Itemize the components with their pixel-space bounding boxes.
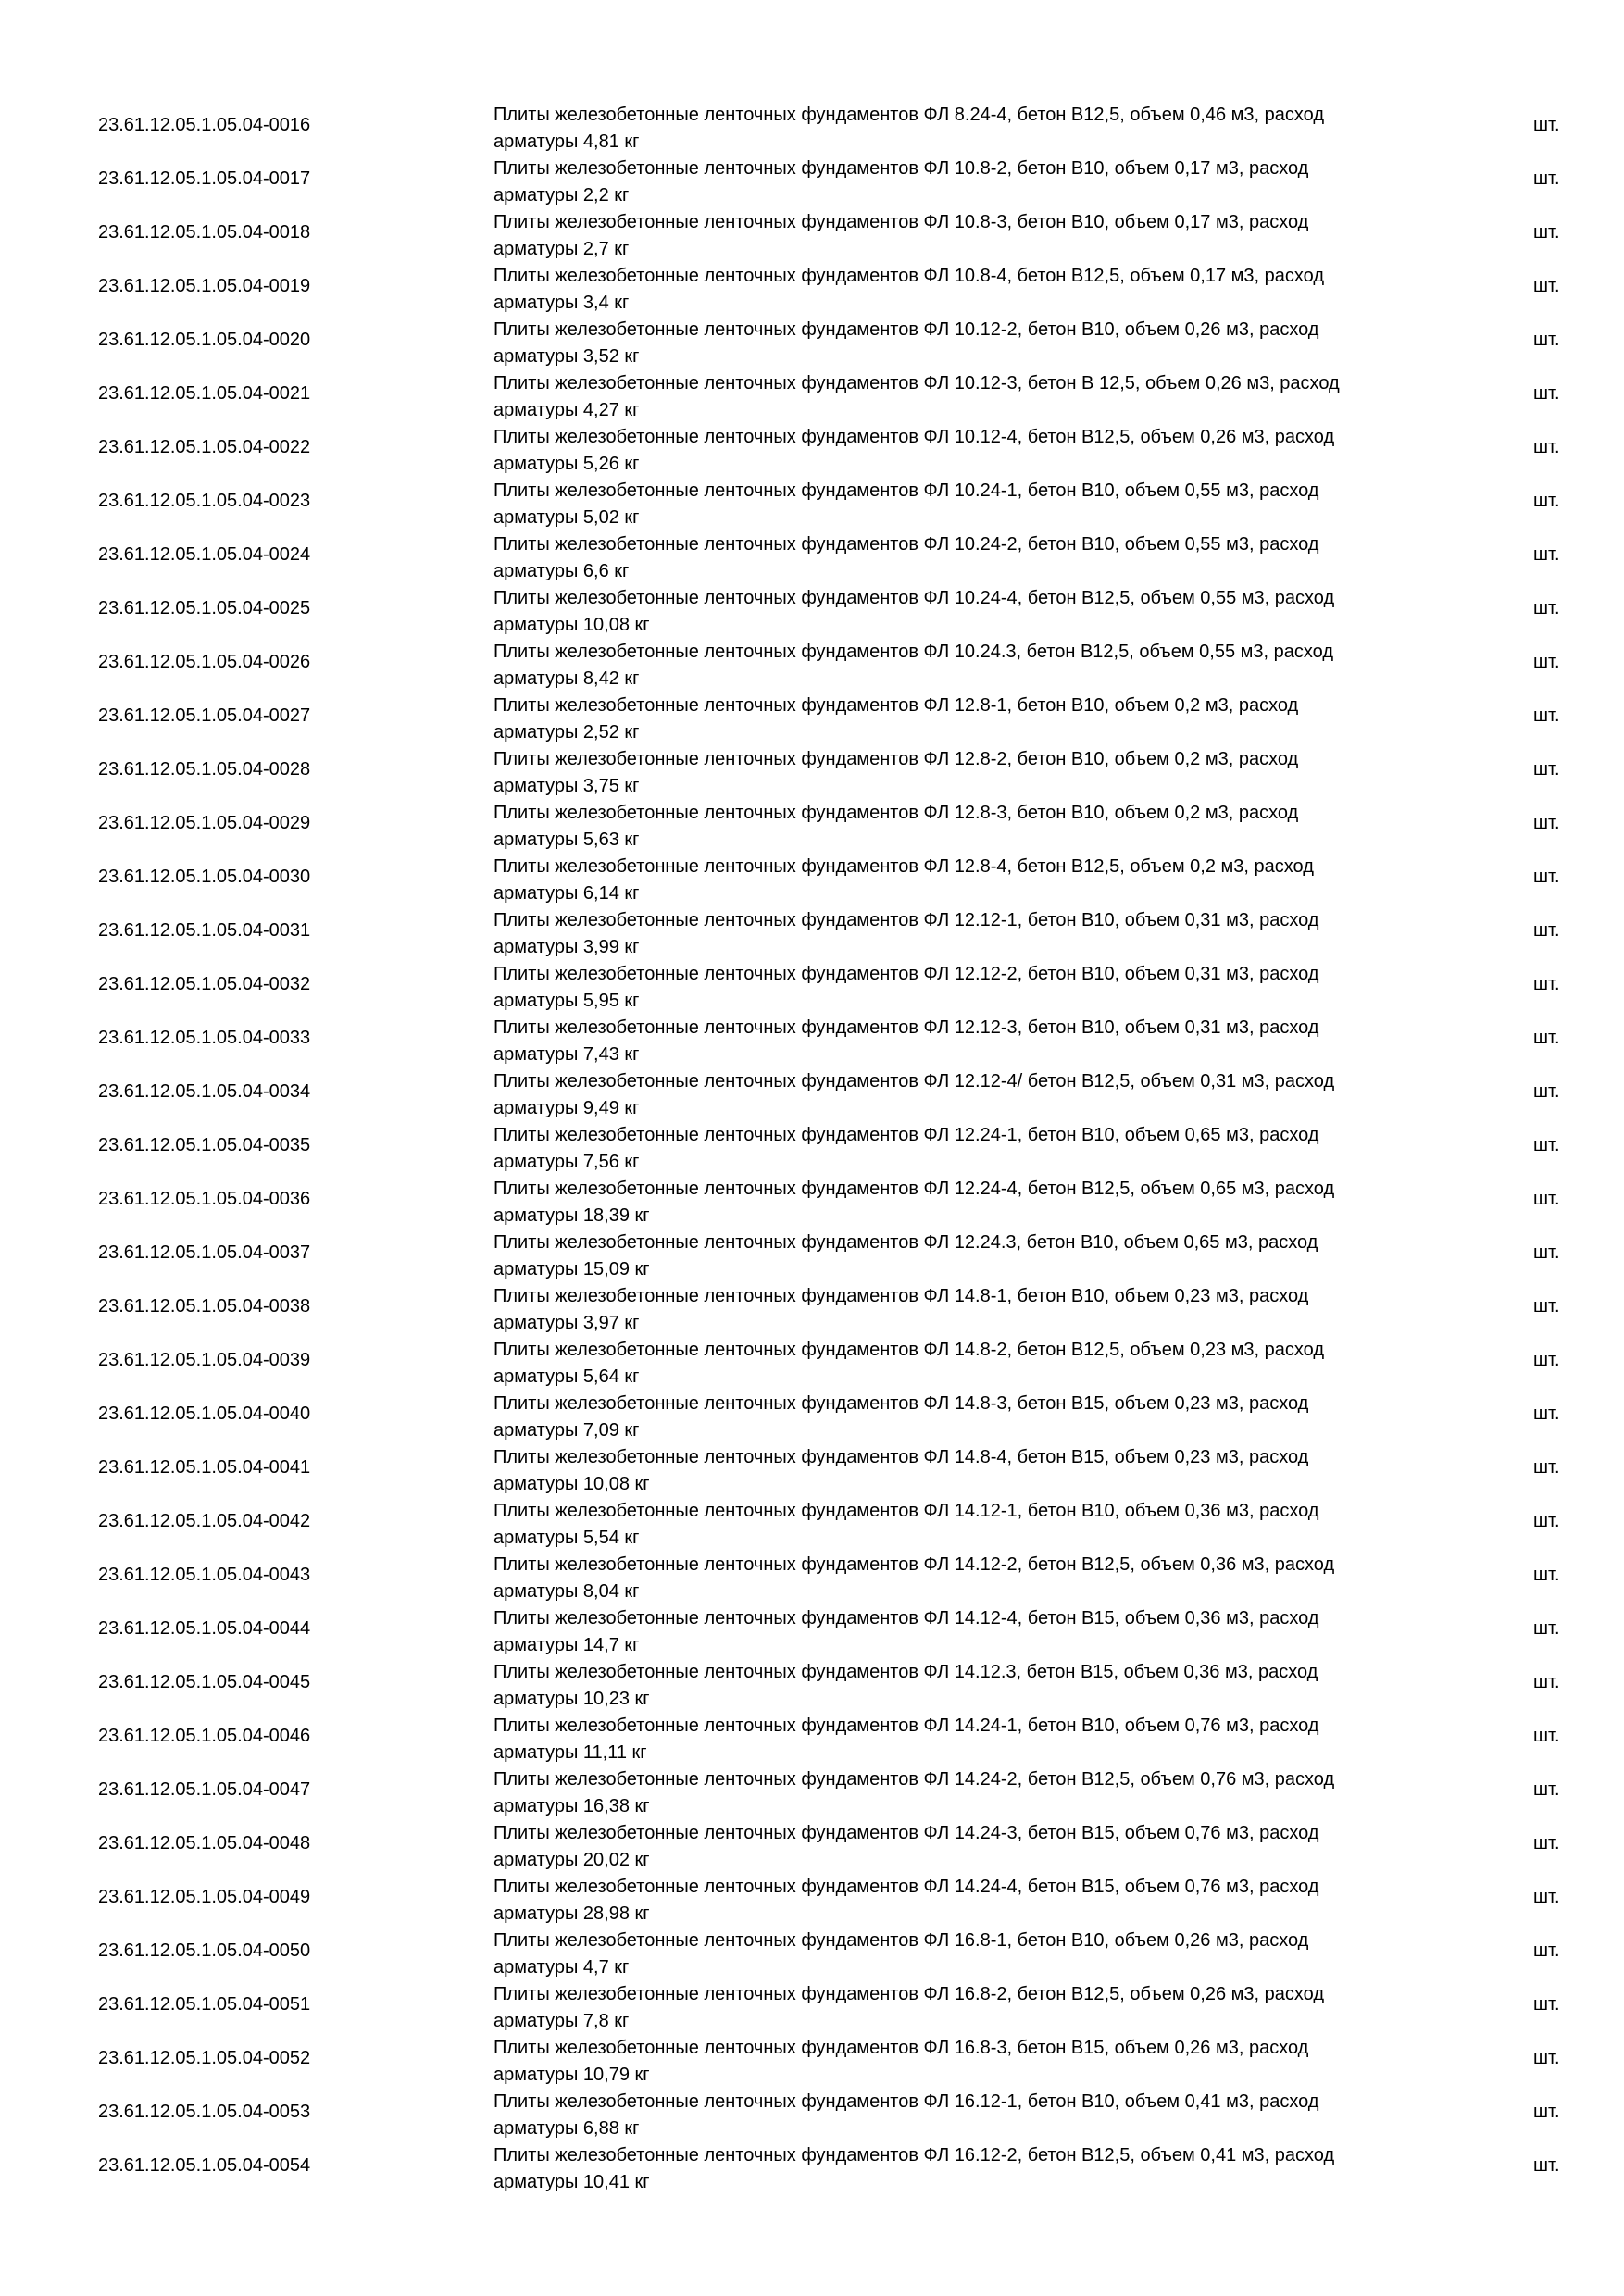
table-row bbox=[0, 1602, 1624, 1655]
table-row bbox=[0, 152, 1624, 206]
table-row bbox=[0, 2085, 1624, 2139]
table-row bbox=[0, 1816, 1624, 1870]
item-unit: шт. bbox=[1533, 330, 1560, 350]
table-row bbox=[0, 1978, 1624, 2031]
item-unit: шт. bbox=[1533, 2048, 1560, 2068]
item-unit: шт. bbox=[1533, 1457, 1560, 1478]
item-code: 23.61.12.05.1.05.04-0029 bbox=[98, 813, 311, 833]
item-description-line-1: Плиты железобетонные ленточных фундаментов ФЛ 14.8-3, бетон В15, объем 0,23 м3, расход bbox=[493, 1393, 1309, 1414]
item-description-line-1: Плиты железобетонные ленточных фундаментов ФЛ 10.24-4, бетон В12,5, объем 0,55 м3, расход bbox=[493, 588, 1335, 608]
table-row bbox=[0, 474, 1624, 528]
table-row bbox=[0, 581, 1624, 635]
table-row bbox=[0, 1494, 1624, 1548]
item-unit: шт. bbox=[1533, 1672, 1560, 1692]
item-code: 23.61.12.05.1.05.04-0046 bbox=[98, 1726, 311, 1746]
item-description-line-2: арматуры 2,7 кг bbox=[493, 239, 630, 259]
item-code: 23.61.12.05.1.05.04-0030 bbox=[98, 867, 311, 887]
item-code: 23.61.12.05.1.05.04-0022 bbox=[98, 437, 311, 457]
item-code: 23.61.12.05.1.05.04-0040 bbox=[98, 1404, 311, 1424]
table-row bbox=[0, 313, 1624, 367]
item-description-line-2: арматуры 15,09 кг bbox=[493, 1259, 650, 1279]
item-description-line-2: арматуры 3,97 кг bbox=[493, 1313, 640, 1333]
item-description-line-1: Плиты железобетонные ленточных фундаментов ФЛ 10.8-3, бетон В10, объем 0,17 м3, расход bbox=[493, 212, 1309, 232]
item-code: 23.61.12.05.1.05.04-0018 bbox=[98, 222, 311, 243]
item-description-line-1: Плиты железобетонные ленточных фундаментов ФЛ 12.24-4, бетон В12,5, объем 0,65 м3, расход bbox=[493, 1179, 1335, 1199]
item-unit: шт. bbox=[1533, 974, 1560, 994]
item-code: 23.61.12.05.1.05.04-0035 bbox=[98, 1135, 311, 1155]
table-row bbox=[0, 2139, 1624, 2192]
table-row bbox=[0, 1333, 1624, 1387]
item-description-line-1: Плиты железобетонные ленточных фундаментов ФЛ 12.12-2, бетон В10, объем 0,31 м3, расход bbox=[493, 964, 1319, 984]
table-row bbox=[0, 1279, 1624, 1333]
item-description-line-2: арматуры 7,43 кг bbox=[493, 1044, 640, 1065]
item-description-line-1: Плиты железобетонные ленточных фундаментов ФЛ 12.12-1, бетон В10, объем 0,31 м3, расход bbox=[493, 910, 1319, 930]
item-description-line-2: арматуры 3,75 кг bbox=[493, 776, 640, 796]
table-row bbox=[0, 957, 1624, 1011]
item-description-line-2: арматуры 11,11 кг bbox=[493, 1742, 647, 1763]
item-unit: шт. bbox=[1533, 544, 1560, 565]
item-description-line-1: Плиты железобетонные ленточных фундаментов ФЛ 12.8-2, бетон В10, объем 0,2 м3, расход bbox=[493, 749, 1299, 769]
item-description-line-1: Плиты железобетонные ленточных фундаментов ФЛ 12.8-3, бетон В10, объем 0,2 м3, расход bbox=[493, 803, 1299, 823]
item-description-line-2: арматуры 7,56 кг bbox=[493, 1152, 640, 1172]
table-row bbox=[0, 259, 1624, 313]
item-description-line-1: Плиты железобетонные ленточных фундаментов ФЛ 10.8-2, бетон В10, объем 0,17 м3, расход bbox=[493, 158, 1309, 179]
item-description-line-1: Плиты железобетонные ленточных фундаментов ФЛ 12.12-3, бетон В10, объем 0,31 м3, расход bbox=[493, 1017, 1319, 1038]
item-description-line-2: арматуры 18,39 кг bbox=[493, 1205, 650, 1226]
item-description-line-2: арматуры 10,08 кг bbox=[493, 615, 650, 635]
item-description bbox=[493, 263, 1429, 317]
item-description bbox=[493, 370, 1429, 424]
item-description bbox=[493, 209, 1429, 263]
item-description-line-1: Плиты железобетонные ленточных фундаментов ФЛ 14.12-1, бетон В10, объем 0,36 м3, расход bbox=[493, 1501, 1319, 1521]
item-unit: шт. bbox=[1533, 1887, 1560, 1907]
item-unit: шт. bbox=[1533, 813, 1560, 833]
item-description bbox=[493, 1928, 1429, 1981]
item-description bbox=[493, 1229, 1429, 1283]
item-code: 23.61.12.05.1.05.04-0023 bbox=[98, 491, 311, 511]
item-description-line-1: Плиты железобетонные ленточных фундаментов ФЛ 12.8-4, бетон В12,5, объем 0,2 м3, расход bbox=[493, 856, 1314, 877]
table-row bbox=[0, 206, 1624, 259]
item-unit: шт. bbox=[1533, 2102, 1560, 2122]
item-code: 23.61.12.05.1.05.04-0054 bbox=[98, 2155, 311, 2176]
item-unit: шт. bbox=[1533, 867, 1560, 887]
item-unit: шт. bbox=[1533, 1189, 1560, 1209]
item-code: 23.61.12.05.1.05.04-0041 bbox=[98, 1457, 311, 1478]
item-code: 23.61.12.05.1.05.04-0043 bbox=[98, 1565, 311, 1585]
item-description bbox=[493, 1552, 1429, 1605]
table-row bbox=[0, 420, 1624, 474]
item-description-line-2: арматуры 6,6 кг bbox=[493, 561, 630, 581]
item-code: 23.61.12.05.1.05.04-0038 bbox=[98, 1296, 311, 1316]
item-description-line-2: арматуры 14,7 кг bbox=[493, 1635, 640, 1655]
item-description bbox=[493, 693, 1429, 746]
item-code: 23.61.12.05.1.05.04-0036 bbox=[98, 1189, 311, 1209]
item-description bbox=[493, 639, 1429, 693]
item-description-line-2: арматуры 4,81 кг bbox=[493, 131, 640, 152]
item-code: 23.61.12.05.1.05.04-0052 bbox=[98, 2048, 311, 2068]
item-description-line-2: арматуры 5,02 кг bbox=[493, 507, 640, 528]
item-unit: шт. bbox=[1533, 1296, 1560, 1316]
item-description-line-2: арматуры 7,09 кг bbox=[493, 1420, 640, 1441]
item-description-line-2: арматуры 6,14 кг bbox=[493, 883, 640, 904]
item-description-line-2: арматуры 5,54 кг bbox=[493, 1528, 640, 1548]
item-description-line-2: арматуры 10,79 кг bbox=[493, 2065, 650, 2085]
item-description-line-2: арматуры 8,04 кг bbox=[493, 1581, 640, 1602]
item-unit: шт. bbox=[1533, 1028, 1560, 1048]
item-description bbox=[493, 1015, 1429, 1068]
item-unit: шт. bbox=[1533, 598, 1560, 618]
item-description bbox=[493, 424, 1429, 478]
item-unit: шт. bbox=[1533, 1833, 1560, 1853]
item-description bbox=[493, 1391, 1429, 1444]
item-description-line-1: Плиты железобетонные ленточных фундаментов ФЛ 12.8-1, бетон В10, объем 0,2 м3, расход bbox=[493, 695, 1299, 716]
table-row bbox=[0, 1924, 1624, 1978]
item-description-line-1: Плиты железобетонные ленточных фундаментов ФЛ 16.8-1, бетон В10, объем 0,26 м3, расход bbox=[493, 1930, 1309, 1951]
item-code: 23.61.12.05.1.05.04-0016 bbox=[98, 115, 311, 135]
table-row bbox=[0, 1870, 1624, 1924]
item-description-line-1: Плиты железобетонные ленточных фундаментов ФЛ 10.12-2, бетон В10, объем 0,26 м3, расход bbox=[493, 319, 1319, 340]
table-row bbox=[0, 1172, 1624, 1226]
item-description bbox=[493, 1337, 1429, 1391]
item-description-line-2: арматуры 2,2 кг bbox=[493, 185, 630, 206]
table-row bbox=[0, 635, 1624, 689]
item-unit: шт. bbox=[1533, 2155, 1560, 2176]
item-description-line-1: Плиты железобетонные ленточных фундаментов ФЛ 14.12-4, бетон В15, объем 0,36 м3, расход bbox=[493, 1608, 1319, 1628]
table-row bbox=[0, 742, 1624, 796]
item-description-line-1: Плиты железобетонные ленточных фундаментов ФЛ 16.8-3, бетон В15, объем 0,26 м3, расход bbox=[493, 2038, 1309, 2058]
item-description-line-2: арматуры 3,99 кг bbox=[493, 937, 640, 957]
item-description-line-1: Плиты железобетонные ленточных фундаментов ФЛ 16.8-2, бетон В12,5, объем 0,26 м3, расход bbox=[493, 1984, 1325, 2004]
item-description-line-2: арматуры 5,63 кг bbox=[493, 830, 640, 850]
item-description-line-2: арматуры 4,7 кг bbox=[493, 1957, 630, 1978]
table-row bbox=[0, 1011, 1624, 1065]
item-description-line-1: Плиты железобетонные ленточных фундаментов ФЛ 10.12-3, бетон В 12,5, объем 0,26 м3, расход bbox=[493, 373, 1340, 393]
item-code: 23.61.12.05.1.05.04-0053 bbox=[98, 2102, 311, 2122]
item-unit: шт. bbox=[1533, 1511, 1560, 1531]
table-row bbox=[0, 1226, 1624, 1279]
item-description-line-1: Плиты железобетонные ленточных фундаментов ФЛ 14.8-1, бетон В10, объем 0,23 м3, расход bbox=[493, 1286, 1309, 1306]
item-code: 23.61.12.05.1.05.04-0017 bbox=[98, 168, 311, 189]
table-row bbox=[0, 367, 1624, 420]
item-description bbox=[493, 1068, 1429, 1122]
item-description bbox=[493, 1283, 1429, 1337]
item-description bbox=[493, 1659, 1429, 1713]
item-unit: шт. bbox=[1533, 1618, 1560, 1639]
item-code: 23.61.12.05.1.05.04-0025 bbox=[98, 598, 311, 618]
table-row bbox=[0, 98, 1624, 152]
item-description bbox=[493, 2142, 1429, 2196]
item-description-line-2: арматуры 4,27 кг bbox=[493, 400, 640, 420]
table-row bbox=[0, 1118, 1624, 1172]
item-unit: шт. bbox=[1533, 1081, 1560, 1102]
item-code: 23.61.12.05.1.05.04-0024 bbox=[98, 544, 311, 565]
item-description bbox=[493, 1981, 1429, 2035]
item-description-line-1: Плиты железобетонные ленточных фундаментов ФЛ 10.24-1, бетон В10, объем 0,55 м3, расход bbox=[493, 480, 1319, 501]
item-description bbox=[493, 961, 1429, 1015]
item-code: 23.61.12.05.1.05.04-0049 bbox=[98, 1887, 311, 1907]
item-description bbox=[493, 1122, 1429, 1176]
table-row bbox=[0, 904, 1624, 957]
item-unit: шт. bbox=[1533, 705, 1560, 726]
item-description bbox=[493, 1820, 1429, 1874]
item-description bbox=[493, 1874, 1429, 1928]
item-code: 23.61.12.05.1.05.04-0042 bbox=[98, 1511, 311, 1531]
item-code: 23.61.12.05.1.05.04-0019 bbox=[98, 276, 311, 296]
item-description-line-1: Плиты железобетонные ленточных фундаментов ФЛ 10.24-2, бетон В10, объем 0,55 м3, расход bbox=[493, 534, 1319, 555]
table-row bbox=[0, 689, 1624, 742]
item-code: 23.61.12.05.1.05.04-0037 bbox=[98, 1242, 311, 1263]
item-unit: шт. bbox=[1533, 759, 1560, 780]
item-code: 23.61.12.05.1.05.04-0032 bbox=[98, 974, 311, 994]
item-description bbox=[493, 2089, 1429, 2142]
item-unit: шт. bbox=[1533, 222, 1560, 243]
item-code: 23.61.12.05.1.05.04-0020 bbox=[98, 330, 311, 350]
table-row bbox=[0, 1441, 1624, 1494]
item-code: 23.61.12.05.1.05.04-0028 bbox=[98, 759, 311, 780]
item-unit: шт. bbox=[1533, 1779, 1560, 1800]
item-description-line-1: Плиты железобетонные ленточных фундаментов ФЛ 14.8-4, бетон В15, объем 0,23 м3, расход bbox=[493, 1447, 1309, 1467]
item-description-line-2: арматуры 20,02 кг bbox=[493, 1850, 650, 1870]
item-unit: шт. bbox=[1533, 1242, 1560, 1263]
item-unit: шт. bbox=[1533, 1404, 1560, 1424]
item-unit: шт. bbox=[1533, 1135, 1560, 1155]
item-unit: шт. bbox=[1533, 115, 1560, 135]
item-description-line-2: арматуры 10,41 кг bbox=[493, 2172, 650, 2192]
table-row bbox=[0, 850, 1624, 904]
price-table bbox=[0, 98, 1624, 2192]
item-description bbox=[493, 1444, 1429, 1498]
item-description-line-1: Плиты железобетонные ленточных фундаментов ФЛ 14.24-1, бетон В10, объем 0,76 м3, расход bbox=[493, 1716, 1319, 1736]
item-description-line-2: арматуры 2,52 кг bbox=[493, 722, 640, 742]
table-row bbox=[0, 1655, 1624, 1709]
item-description-line-2: арматуры 28,98 кг bbox=[493, 1903, 650, 1924]
item-description-line-1: Плиты железобетонные ленточных фундаментов ФЛ 14.24-2, бетон В12,5, объем 0,76 м3, расход bbox=[493, 1769, 1335, 1790]
item-description-line-1: Плиты железобетонные ленточных фундаментов ФЛ 8.24-4, бетон В12,5, объем 0,46 м3, расход bbox=[493, 105, 1325, 125]
item-code: 23.61.12.05.1.05.04-0034 bbox=[98, 1081, 311, 1102]
item-code: 23.61.12.05.1.05.04-0021 bbox=[98, 383, 311, 404]
table-row bbox=[0, 1065, 1624, 1118]
item-description-line-2: арматуры 5,64 кг bbox=[493, 1366, 640, 1387]
item-description-line-1: Плиты железобетонные ленточных фундаментов ФЛ 12.24.3, бетон В10, объем 0,65 м3, расход bbox=[493, 1232, 1318, 1253]
item-description bbox=[493, 854, 1429, 907]
item-description bbox=[493, 1605, 1429, 1659]
item-code: 23.61.12.05.1.05.04-0051 bbox=[98, 1994, 311, 2015]
item-unit: шт. bbox=[1533, 1940, 1560, 1961]
item-description-line-2: арматуры 3,52 кг bbox=[493, 346, 640, 367]
item-description-line-1: Плиты железобетонные ленточных фундаментов ФЛ 16.12-2, бетон В12,5, объем 0,41 м3, расход bbox=[493, 2145, 1335, 2165]
item-description-line-2: арматуры 5,26 кг bbox=[493, 454, 640, 474]
item-code: 23.61.12.05.1.05.04-0031 bbox=[98, 920, 311, 941]
table-row bbox=[0, 1387, 1624, 1441]
item-description-line-1: Плиты железобетонные ленточных фундаментов ФЛ 14.12.3, бетон В15, объем 0,36 м3, расход bbox=[493, 1662, 1318, 1682]
table-row bbox=[0, 1709, 1624, 1763]
item-description-line-1: Плиты железобетонные ленточных фундаментов ФЛ 10.8-4, бетон В12,5, объем 0,17 м3, расход bbox=[493, 266, 1325, 286]
item-unit: шт. bbox=[1533, 652, 1560, 672]
item-description bbox=[493, 2035, 1429, 2089]
item-code: 23.61.12.05.1.05.04-0033 bbox=[98, 1028, 311, 1048]
item-description-line-2: арматуры 10,23 кг bbox=[493, 1689, 650, 1709]
item-unit: шт. bbox=[1533, 1565, 1560, 1585]
item-description-line-2: арматуры 5,95 кг bbox=[493, 991, 640, 1011]
item-unit: шт. bbox=[1533, 168, 1560, 189]
item-code: 23.61.12.05.1.05.04-0045 bbox=[98, 1672, 311, 1692]
item-unit: шт. bbox=[1533, 1726, 1560, 1746]
item-description-line-1: Плиты железобетонные ленточных фундаментов ФЛ 10.24.3, бетон В12,5, объем 0,55 м3, расход bbox=[493, 642, 1334, 662]
item-description bbox=[493, 478, 1429, 531]
table-row bbox=[0, 2031, 1624, 2085]
item-description-line-1: Плиты железобетонные ленточных фундаментов ФЛ 10.12-4, бетон В12,5, объем 0,26 м3, расход bbox=[493, 427, 1335, 447]
item-description bbox=[493, 746, 1429, 800]
item-description bbox=[493, 1766, 1429, 1820]
table-row bbox=[0, 1548, 1624, 1602]
item-description bbox=[493, 531, 1429, 585]
item-description-line-2: арматуры 10,08 кг bbox=[493, 1474, 650, 1494]
item-description bbox=[493, 585, 1429, 639]
item-code: 23.61.12.05.1.05.04-0048 bbox=[98, 1833, 311, 1853]
item-description-line-1: Плиты железобетонные ленточных фундаментов ФЛ 14.24-3, бетон В15, объем 0,76 м3, расход bbox=[493, 1823, 1319, 1843]
item-description-line-1: Плиты железобетонные ленточных фундаментов ФЛ 16.12-1, бетон В10, объем 0,41 м3, расход bbox=[493, 2091, 1319, 2112]
item-unit: шт. bbox=[1533, 383, 1560, 404]
item-description-line-2: арматуры 3,4 кг bbox=[493, 293, 630, 313]
table-row bbox=[0, 528, 1624, 581]
item-unit: шт. bbox=[1533, 437, 1560, 457]
item-unit: шт. bbox=[1533, 920, 1560, 941]
item-description bbox=[493, 1713, 1429, 1766]
item-description-line-1: Плиты железобетонные ленточных фундаментов ФЛ 14.12-2, бетон В12,5, объем 0,36 м3, расход bbox=[493, 1554, 1335, 1575]
item-unit: шт. bbox=[1533, 276, 1560, 296]
item-code: 23.61.12.05.1.05.04-0039 bbox=[98, 1350, 311, 1370]
item-description bbox=[493, 317, 1429, 370]
item-unit: шт. bbox=[1533, 491, 1560, 511]
item-description-line-1: Плиты железобетонные ленточных фундаментов ФЛ 12.12-4/ бетон В12,5, объем 0,31 м3, расход bbox=[493, 1071, 1335, 1092]
item-description-line-2: арматуры 8,42 кг bbox=[493, 668, 640, 689]
item-description bbox=[493, 800, 1429, 854]
item-description-line-2: арматуры 9,49 кг bbox=[493, 1098, 640, 1118]
item-description-line-2: арматуры 7,8 кг bbox=[493, 2011, 630, 2031]
item-description-line-2: арматуры 6,88 кг bbox=[493, 2118, 640, 2139]
item-code: 23.61.12.05.1.05.04-0047 bbox=[98, 1779, 311, 1800]
table-row bbox=[0, 1763, 1624, 1816]
table-row bbox=[0, 796, 1624, 850]
item-description bbox=[493, 907, 1429, 961]
item-description bbox=[493, 156, 1429, 209]
item-description-line-1: Плиты железобетонные ленточных фундаментов ФЛ 14.24-4, бетон В15, объем 0,76 м3, расход bbox=[493, 1877, 1319, 1897]
item-code: 23.61.12.05.1.05.04-0027 bbox=[98, 705, 311, 726]
item-description bbox=[493, 102, 1429, 156]
item-unit: шт. bbox=[1533, 1350, 1560, 1370]
item-description bbox=[493, 1176, 1429, 1229]
item-unit: шт. bbox=[1533, 1994, 1560, 2015]
item-description-line-1: Плиты железобетонные ленточных фундаментов ФЛ 14.8-2, бетон В12,5, объем 0,23 м3, расход bbox=[493, 1340, 1325, 1360]
item-description-line-2: арматуры 16,38 кг bbox=[493, 1796, 650, 1816]
item-code: 23.61.12.05.1.05.04-0044 bbox=[98, 1618, 311, 1639]
item-description-line-1: Плиты железобетонные ленточных фундаментов ФЛ 12.24-1, бетон В10, объем 0,65 м3, расход bbox=[493, 1125, 1319, 1145]
item-code: 23.61.12.05.1.05.04-0026 bbox=[98, 652, 311, 672]
item-description bbox=[493, 1498, 1429, 1552]
item-code: 23.61.12.05.1.05.04-0050 bbox=[98, 1940, 311, 1961]
